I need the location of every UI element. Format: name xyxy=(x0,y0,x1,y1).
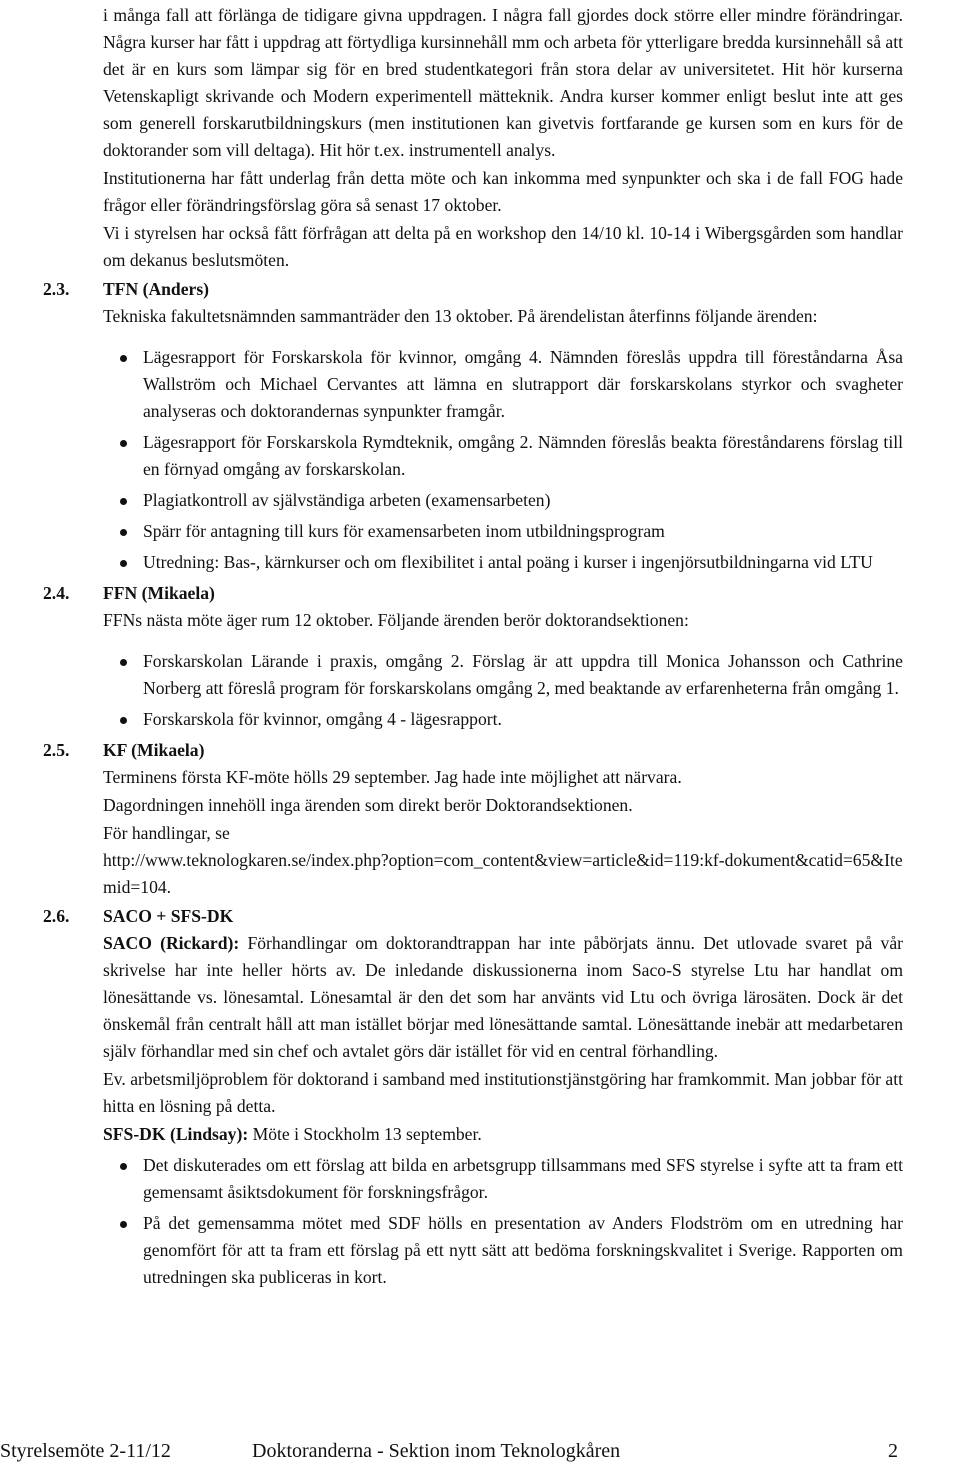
page-number: 2 xyxy=(888,1440,898,1462)
list-item xyxy=(143,549,903,576)
section-paragraph: Tekniska fakultetsnämnden sammanträder den 13 oktober. På ärendelistan återfinns följande ärenden: xyxy=(103,306,818,326)
page-content xyxy=(43,2,903,1295)
bullet-icon xyxy=(120,560,127,567)
intro-paragraph-1: i många fall att förlänga de tidigare givna uppdragen. I några fall gjordes dock större eller mindre förändringar. Några kurser har fått i uppdrag att förtydliga kursinnehåll mm och arbeta för ytterligare bredda kursinnehåll så att det är en kurs som lämpar sig för en bred studentkategori från stora delar av universitetet. Hit hör kurserna Vetenskapligt skrivande och Modern experimentell mätteknik. Andra kurser kommer enligt beslut inte att ges som generell forskarutbildningskurs (men institutionen kan givetvis fortfarande ge kursen som en kurs för de doktorander som vill deltaga). Hit hör t.ex. instrumentell analys. xyxy=(103,5,903,160)
documents-link[interactable]: http://www.teknologkaren.se/index.php?option=com_content&view=article&id=119:kf-dokument&catid=65&Itemid=104. xyxy=(103,850,903,897)
bullet-icon xyxy=(120,1163,127,1170)
list-item-text: Utredning: Bas-, kärnkurser och om flexibilitet i antal poäng i kurser i ingenjörsutbildningarna vid LTU xyxy=(143,552,873,572)
list-item-text: Det diskuterades om ett förslag att bilda en arbetsgrupp tillsammans med SFS styrelse i syfte att ta fram ett gemensamt åsiktsdokument för forskningsfrågor. xyxy=(143,1155,903,1202)
section-title: FFN (Mikaela) xyxy=(103,583,215,603)
list-item xyxy=(143,429,903,483)
list-item xyxy=(143,344,903,425)
list-item-text: Plagiatkontroll av självständiga arbeten (examensarbeten) xyxy=(143,490,551,510)
intro-paragraph-3: Vi i styrelsen har också fått förfrågan att delta på en workshop den 14/10 kl. 10-14 i Wibergsgården som handlar om dekanus beslutsmöten. xyxy=(103,223,903,270)
page-footer xyxy=(0,1440,900,1468)
bullet-icon xyxy=(120,355,127,362)
section-number: 2.5. xyxy=(43,740,70,760)
bullet-icon xyxy=(120,440,127,447)
saco-paragraph xyxy=(103,930,903,1065)
section-paragraph: Ev. arbetsmiljöproblem för doktorand i samband med institutionstjänstgöring har framkommit. Man jobbar för att hitta en lösning på detta. xyxy=(103,1069,903,1116)
sfs-text: Möte i Stockholm 13 september. xyxy=(248,1124,482,1144)
section-2-5 xyxy=(43,737,903,901)
list-item-text: Forskarskolan Lärande i praxis, omgång 2. Förslag är att uppdra till Monica Johansson och Cathrine Norberg att föreslå program för forskarskolans omgång 2, med beaktande av erfarenheterna från omgång 1. xyxy=(143,651,903,698)
list-item xyxy=(143,1152,903,1206)
section-2-6 xyxy=(43,903,903,1291)
bullet-icon xyxy=(120,717,127,724)
bullet-icon xyxy=(120,659,127,666)
list-item-text: På det gemensamma mötet med SDF hölls en presentation av Anders Flodström om en utredning har genomfört för att ta fram ett förslag på ett nytt sätt att bedöma forskningskvalitet i Sverige. Rapporten om utredningen ska publiceras in kort. xyxy=(143,1213,903,1287)
list-item xyxy=(143,648,903,702)
list-item xyxy=(143,706,903,733)
sfs-paragraph xyxy=(103,1121,903,1148)
section-number: 2.6. xyxy=(43,906,70,926)
list-item-text: Lägesrapport för Forskarskola Rymdteknik, omgång 2. Nämnden föreslås beakta föreståndarens förslag till en förnyad omgång av forskarskolan. xyxy=(143,432,903,479)
footer-meeting: Styrelsemöte 2-11/12 xyxy=(0,1440,171,1462)
bullet-icon xyxy=(120,1221,127,1228)
list-item-text: Spärr för antagning till kurs för examensarbeten inom utbildningsprogram xyxy=(143,521,665,541)
list-item xyxy=(143,1210,903,1291)
saco-text: Förhandlingar om doktorandtrappan har inte påbörjats ännu. Det utlovade svaret på vår skrivelse har inte heller hörts av. De inledande diskussionerna inom Saco-S styrelse Ltu har handlat om lönesättande vs. lönesamtal. Lönesamtal är den det som har använts vid Ltu och övriga lärosäten. Dock är det önskemål från centralt håll att man istället börjar med lönesättande samtal. Lönesättande inebär att medarbetaren själv förhandlar med sin chef och avtalet görs där istället för vid en central förhandling. xyxy=(103,933,903,1061)
bullet-icon xyxy=(120,498,127,505)
section-number: 2.3. xyxy=(43,279,70,299)
list-item xyxy=(143,518,903,545)
bullet-list xyxy=(103,648,903,733)
intro-paragraph-2: Institutionerna har fått underlag från detta möte och kan inkomma med synpunkter och ska i de fall FOG hade frågor eller förändringsförslag göra så senast 17 oktober. xyxy=(103,168,903,215)
section-2-3 xyxy=(43,276,903,576)
section-title: TFN (Anders) xyxy=(103,279,210,299)
section-number: 2.4. xyxy=(43,583,70,603)
section-paragraph: För handlingar, se xyxy=(103,823,230,843)
section-title: SACO + SFS-DK xyxy=(103,906,234,926)
section-paragraph: Terminens första KF-möte hölls 29 september. Jag hade inte möjlighet att närvara. xyxy=(103,767,682,787)
bullet-list xyxy=(103,344,903,576)
list-item-text: Lägesrapport för Forskarskola för kvinnor, omgång 4. Nämnden föreslås uppdra till föreståndarna Åsa Wallström och Michael Cervantes att lämna en slutrapport där forskarskolans styrkor och svagheter analyseras och doktorandernas synpunkter framgår. xyxy=(143,347,903,421)
list-item xyxy=(143,487,903,514)
bullet-icon xyxy=(120,529,127,536)
sfs-label: SFS-DK (Lindsay): xyxy=(103,1124,249,1144)
list-item-text: Forskarskola för kvinnor, omgång 4 - lägesrapport. xyxy=(143,709,502,729)
section-2-4 xyxy=(43,580,903,733)
section-title: KF (Mikaela) xyxy=(103,740,205,760)
bullet-list xyxy=(103,1152,903,1291)
section-paragraph: FFNs nästa möte äger rum 12 oktober. Följande ärenden berör doktorandsektionen: xyxy=(103,610,689,630)
section-paragraph: Dagordningen innehöll inga ärenden som direkt berör Doktorandsektionen. xyxy=(103,795,633,815)
footer-organization: Doktoranderna - Sektion inom Teknologkåren xyxy=(252,1440,621,1462)
saco-label: SACO (Rickard): xyxy=(103,933,240,953)
